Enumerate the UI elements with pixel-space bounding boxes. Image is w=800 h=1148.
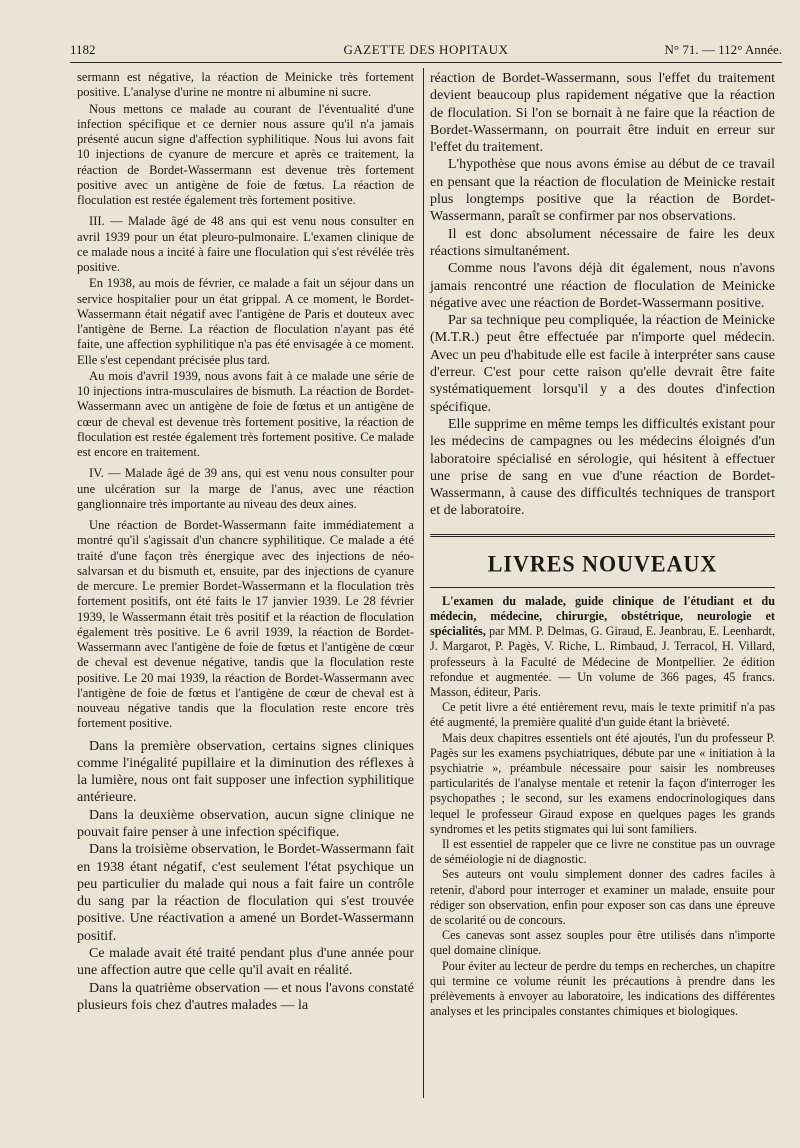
paragraph: Par sa technique peu compliquée, la réaction de Meinicke (M.T.R.) peut être effectuée par n'importe quel médecin. Avec un peu d'habitude elle est facile à interpréter sans cause d'erreur. C'est pour cette raison qu'elle devrait être faite systématiquement lorsqu'il y a des doutes d'infection spécifique. xyxy=(430,313,775,415)
title-rule xyxy=(430,587,775,588)
paragraph: L'hypothèse que nous avons émise au début de ce travail en pensant que la réaction de floculation de Meinicke restait plus longtemps positive que la réaction de Bordet-Wassermann, paraît se confirmer par nos observations. xyxy=(430,157,775,225)
paragraph: Ce malade avait été traité pendant plus d'une année pour une affection autre que celle qu'il avait en réalité. xyxy=(77,946,414,979)
page-header xyxy=(70,38,782,60)
right-column xyxy=(430,70,775,1019)
review-paragraph: Ce petit livre a été entièrement revu, mais le texte primitif n'a pas été augmenté, la première qualité d'un guide étant la brièveté. xyxy=(430,700,775,730)
paragraph: Au mois d'avril 1939, nous avons fait à ce malade une série de 10 injections intra-musculaires de bismuth. La réaction de Bordet-Wassermann avec un antigène de foie de fœtus et un antigène de cœur de cheval est devenue très fortement positive, la réaction de floculation est restée également très fortement positive. Ce malade est encore en traitement. xyxy=(77,368,414,459)
book-info: par MM. P. Delmas, G. Giraud, E. Jeanbrau, E. Leenhardt, J. Margarot, P. Pagès, V. Riche, L. Rimbaud, J. Terracol, H. Villard, professeurs à la Faculté de Médecine de Montpellier. 2e édition refondue et augmentée. — Un volume de 366 pages, 45 francs. Masson, éditeur, Paris. xyxy=(430,624,775,699)
paragraph: Dans la deuxième observation, aucun signe clinique ne pouvait faire penser à une infection spécifique. xyxy=(77,807,414,840)
paragraph: réaction de Bordet-Wassermann, sous l'effet du traitement devient beaucoup plus rapidement négative que la réaction de floculation. Si l'on se bornait à ne faire que la réaction de Bordet-Wassermann, on pourrait être induit en erreur sur l'effet du traitement. xyxy=(430,71,775,156)
review-paragraph: Ces canevas sont assez souples pour être utilisés dans n'importe quel domaine clinique. xyxy=(430,928,775,958)
journal-title: GAZETTE DES HOPITAUX xyxy=(343,42,509,57)
section-divider xyxy=(430,534,775,537)
paragraph: Comme nous l'avons déjà dit également, nous n'avons jamais rencontré une réaction de floculation de Meinicke négative avec une réaction de Bordet-Wassermann positive. xyxy=(430,261,775,311)
page-number: 1182 xyxy=(70,42,96,57)
book-title: L'examen du malade, guide clinique de l'étudiant et du médecin, médecine, chirurgie, obstétrique, neurologie et spécialités, xyxy=(430,593,775,639)
paragraph: Nous mettons ce malade au courant de l'éventualité d'une infection spécifique et ce dernier nous assure qu'il n'a jamais présenté aucun signe d'affection syphilitique. Nous lui avons fait 10 injections de cyanure de mercure et après ce traitement, la réaction de Bordet-Wassermann est devenue très fortement positive avec un antigène de foie de fœtus. La réaction de floculation est restée également très fortement positive. xyxy=(77,101,414,207)
review-paragraph: Pour éviter au lecteur de perdre du temps en recherches, un chapitre qui termine ce volume réunit les précautions à prendre dans les prélèvements à envoyer au laboratoire, les indications des différentes analyses et les principales constantes chimiques et biologiques. xyxy=(430,958,775,1019)
review-paragraph: Mais deux chapitres essentiels ont été ajoutés, l'un du professeur P. Pagès sur les examens psychiatriques, débute par une « initiation à la psychiatrie », préambule nécessaire pour saisir les nombreuses particularités de l'analyse mentale et retenir la façon d'interroger les psychopathes ; le second, sur les examens endocrinologiques dans lequel le professeur Giraud expose en quelques pages les grands syndromes et les petits stigmates qui lui sont familiers. xyxy=(430,730,775,836)
column-divider xyxy=(423,68,424,1098)
issue-number: N° 71. — 112° Année. xyxy=(664,42,782,57)
left-column xyxy=(77,70,414,1014)
paragraph: Il est donc absolument nécessaire de faire les deux réactions simultanément. xyxy=(430,226,775,259)
paragraph: sermann est négative, la réaction de Meinicke très fortement positive. L'analyse d'urine ne montre ni albumine ni sucre. xyxy=(77,70,414,100)
paragraph: Dans la quatrième observation — et nous l'avons constaté plusieurs fois chez d'autres malades — la xyxy=(77,980,414,1013)
paragraph: Une réaction de Bordet-Wassermann faite immédiatement a montré qu'il s'agissait d'un chancre syphilitique. Ce malade a été traité d'une façon très énergique avec des injections de néo-salvarsan et du bismuth et, ensuite, par des injections de cyanure de mercure. Le premier Bordet-Wassermann et la floculation très fortement positifs, ont été faits le 17 janvier 1939. Le 28 février 1939, le Wassermann était très positif et la réaction de floculation également très positive. Le 6 avril 1939, la réaction de Bordet-Wassermann avec l'antigène de foie de fœtus et l'antigène de cœur de cheval est devenue négative, tandis que la floculation reste positive. Le 20 mai 1939, la réaction de Bordet-Wassermann avec l'antigène de foie de fœtus et l'antigène de cœur de cheval est à nouveau négative tandis que la floculation reste encore très fortement positive. xyxy=(77,518,414,731)
header-rule xyxy=(70,62,782,63)
review-paragraph: Il est essentiel de rappeler que ce livre ne constitue pas un ouvrage de séméiologie ni de diagnostic. xyxy=(430,836,775,867)
case-heading-paragraph: IV. — Malade âgé de 39 ans, qui est venu nous consulter pour une ulcération sur la marge de l'anus, avec une réaction ganglionnaire très importante au niveau des deux aines. xyxy=(77,466,414,511)
paragraph: Dans la première observation, certains signes cliniques comme l'inégalité pupillaire et la diminution des réflexes à la lumière, nous ont fait supposer une infection syphilitique antérieure. xyxy=(77,738,414,806)
paragraph: Elle supprime en même temps les difficultés existant pour les médecins de campagnes ou les médecins éloignés d'un laboratoire spécialisé en sérologie, qui hésitent à effectuer une prise de sang en vue d'une réaction de Bordet-Wassermann, à cause des difficultés techniques de transport et de laboratoire. xyxy=(430,416,775,519)
section-title: LIVRES NOUVEAUX xyxy=(487,550,718,577)
paragraph: Dans la troisième observation, le Bordet-Wassermann fait en 1938 étant négatif, c'est seulement l'état psychique un peu particulier du malade qui nous a fait faire un contrôle du sang par la réaction de floculation qui s'est trouvée positive. Une réactivation a amené un Bordet-Wassermann positif. xyxy=(77,842,414,944)
paragraph: En 1938, au mois de février, ce malade a fait un séjour dans un service hospitalier pour un état grippal. A ce moment, le Bordet-Wassermann était négatif avec l'antigène de Paris et douteux avec l'antigène de Berne. La réaction de floculation n'ayant pas été faite, une affection syphilitique n'a pas été envisagée à ce moment. Elle s'est cependant précisée plus tard. xyxy=(77,276,414,367)
book-entry xyxy=(430,594,775,700)
case-heading-paragraph: III. — Malade âgé de 48 ans qui est venu nous consulter en avril 1939 pour un état pleuro-pulmonaire. L'examen clinique de ce malade nous a incité à faire une floculation qui s'est révélée très positive. xyxy=(77,214,414,274)
review-paragraph: Ses auteurs ont voulu simplement donner des cadres faciles à retenir, d'abord pour interroger et examiner un malade, ensuite pour rédiger son observation, enfin pour exposer son cas dans une épreuve de scolarité ou de concours. xyxy=(430,867,775,927)
